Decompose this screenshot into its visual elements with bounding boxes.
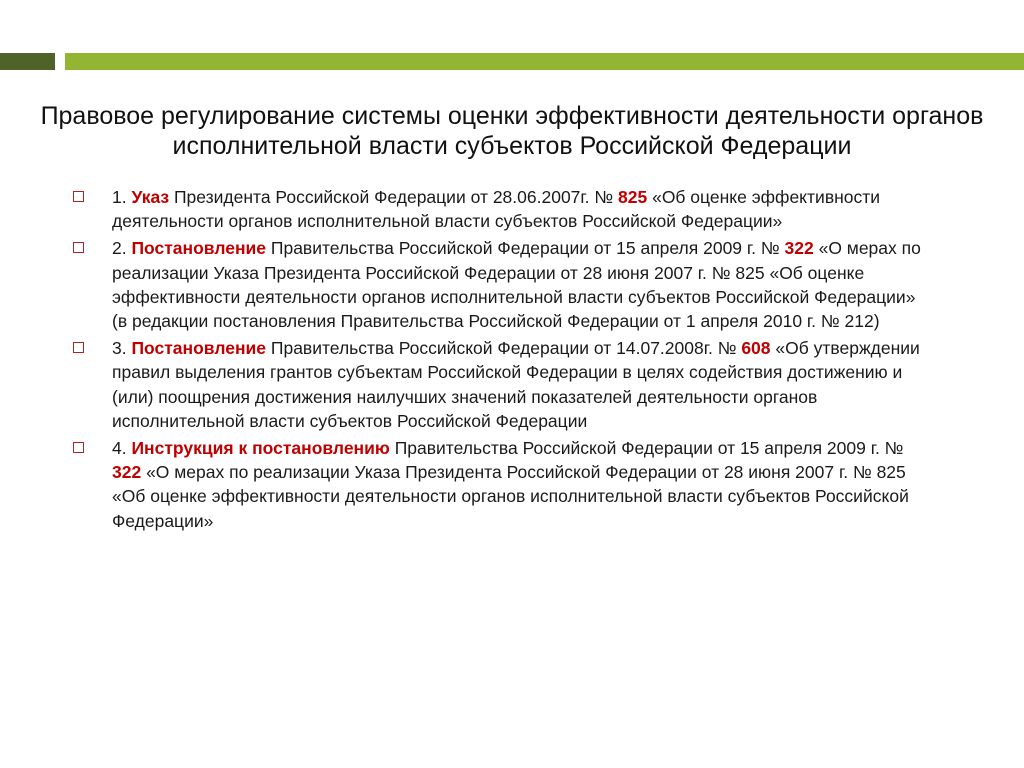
square-bullet-icon xyxy=(73,191,84,202)
item-text-b: «Об оценке эффективности деятельности органов исполнительной власти субъектов Российской Федерации» xyxy=(112,187,881,232)
item-prefix: 3. xyxy=(112,338,132,359)
item-keyword: Постановление xyxy=(131,338,267,359)
item-text-a: Правительства Российской Федерации от 15 апреля 2009 г. № xyxy=(266,238,785,259)
square-bullet-icon xyxy=(73,242,84,253)
item-text-b: «Об утверждении правил выделения грантов субъектам Российской Федерации в целях содействия достижению и (или) поощрения достижения наилучших значений показателей деятельности органов исполнительной власти субъектов Российской Федерации xyxy=(112,338,920,431)
item-text-a: Правительства Российской Федерации от 15 апреля 2009 г. № xyxy=(389,438,904,459)
item-number: 322 xyxy=(112,462,142,483)
list-item xyxy=(70,236,930,333)
list-item xyxy=(70,336,930,433)
item-text-b: «О мерах по реализации Указа Президента Российской Федерации от 28 июня 2007 г. № 825 «Об оценке эффективности деятельности органов исполнительной власти субъектов Российской Федерации» (в редакции постановления Правительства Российской Федерации от 1 апреля 2010 г. № 212) xyxy=(112,238,921,332)
item-text-b: «О мерах по реализации Указа Президента Российской Федерации от 28 июня 2007 г. № 825 «Об оценке эффективности деятельности органов исполнительной власти субъектов Российской Федерации» xyxy=(112,462,909,531)
item-text-a: Президента Российской Федерации от 28.06.2007г. № xyxy=(169,187,619,207)
item-prefix: 2. xyxy=(112,238,132,259)
item-keyword: Инструкция к постановлению xyxy=(131,438,390,459)
legal-acts-list xyxy=(70,185,930,536)
header-bar-light xyxy=(65,53,1024,70)
header-bar-dark xyxy=(0,53,55,70)
item-number: 608 xyxy=(741,338,771,359)
list-item xyxy=(70,185,930,233)
item-number: 825 xyxy=(618,187,648,207)
slide-title: Правовое регулирование системы оценки эффективности деятельности органов исполнительной власти субъектов Российской Федерации xyxy=(40,102,984,160)
list-item xyxy=(70,436,930,533)
square-bullet-icon xyxy=(73,342,84,353)
item-text-a: Правительства Российской Федерации от 14.07.2008г. № xyxy=(266,338,742,359)
item-number: 322 xyxy=(784,238,814,259)
item-prefix: 4. xyxy=(112,438,132,459)
item-keyword: Указ xyxy=(131,187,170,207)
square-bullet-icon xyxy=(73,442,84,453)
item-prefix: 1. xyxy=(112,187,132,207)
item-keyword: Постановление xyxy=(131,238,267,259)
